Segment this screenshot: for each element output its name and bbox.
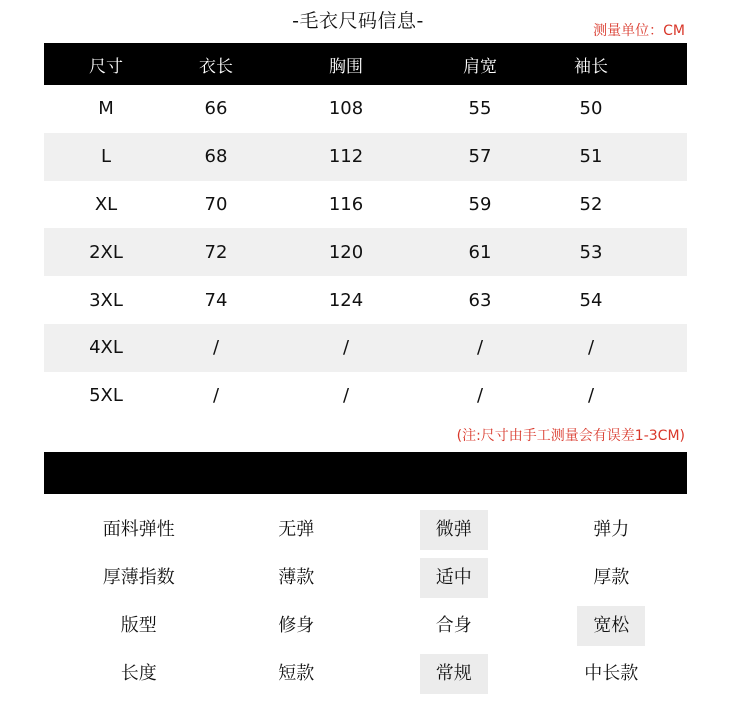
cell-length: 72 <box>204 241 228 263</box>
header-shoulder: 肩宽 <box>463 56 497 77</box>
page-title: -毛衣尺码信息- <box>292 10 424 32</box>
cell-chest: / <box>342 337 350 359</box>
cell-size: 5XL <box>89 385 123 407</box>
attribute-option: 薄款 <box>278 567 315 588</box>
attribute-label: 厚薄指数 <box>102 567 175 588</box>
table-row <box>44 372 687 420</box>
cell-chest: 116 <box>328 193 364 215</box>
measurement-error-note: (注:尺寸由手工测量会有误差1-3CM) <box>456 428 685 444</box>
cell-length: 68 <box>204 146 228 168</box>
attribute-option-selected: 适中 <box>375 558 533 598</box>
attribute-option: 中长款 <box>584 663 639 684</box>
cell-sleeve: 54 <box>579 289 603 311</box>
table-row <box>44 181 687 229</box>
attribute-option: 无弹 <box>278 519 315 540</box>
cell-chest: / <box>342 385 350 407</box>
attribute-row-length <box>60 650 690 698</box>
attribute-option-selected: 常规 <box>375 654 533 694</box>
attribute-option: 短款 <box>278 663 315 684</box>
cell-size: L <box>100 146 112 168</box>
attribute-label: 长度 <box>120 663 157 684</box>
cell-shoulder: 59 <box>468 193 492 215</box>
attribute-label: 面料弹性 <box>102 519 175 540</box>
attribute-row-fit <box>60 602 690 650</box>
cell-length: / <box>212 337 220 359</box>
table-row <box>44 324 687 372</box>
cell-sleeve: 52 <box>579 193 603 215</box>
cell-size: M <box>98 98 114 120</box>
cell-sleeve: 50 <box>579 98 603 120</box>
attribute-option: 弹力 <box>593 519 630 540</box>
attribute-grid <box>60 506 690 698</box>
attribute-option: 合身 <box>435 615 472 636</box>
cell-shoulder: 63 <box>468 289 492 311</box>
header-sleeve: 袖长 <box>574 56 608 77</box>
attribute-option-selected: 宽松 <box>533 606 691 646</box>
cell-length: 74 <box>204 289 228 311</box>
header-length: 衣长 <box>199 56 233 77</box>
cell-size: 3XL <box>89 289 123 311</box>
cell-chest: 124 <box>328 289 364 311</box>
cell-sleeve: 51 <box>579 146 603 168</box>
cell-shoulder: 57 <box>468 146 492 168</box>
attribute-label: 版型 <box>120 615 157 636</box>
attribute-option: 修身 <box>278 615 315 636</box>
cell-shoulder: / <box>476 385 484 407</box>
cell-chest: 120 <box>328 241 364 263</box>
cell-chest: 108 <box>328 98 364 120</box>
cell-length: / <box>212 385 220 407</box>
cell-size: XL <box>94 193 118 215</box>
cell-chest: 112 <box>328 146 364 168</box>
cell-length: 70 <box>204 193 228 215</box>
header-chest: 胸围 <box>329 56 363 77</box>
table-row <box>44 228 687 276</box>
header-size: 尺寸 <box>89 56 123 77</box>
table-row <box>44 276 687 324</box>
attribute-option-selected: 微弹 <box>375 510 533 550</box>
cell-size: 2XL <box>89 241 123 263</box>
cell-sleeve: 53 <box>579 241 603 263</box>
cell-shoulder: 55 <box>468 98 492 120</box>
attribute-row-elasticity <box>60 506 690 554</box>
table-row <box>44 85 687 133</box>
table-row <box>44 133 687 181</box>
cell-sleeve: / <box>587 385 595 407</box>
size-table <box>44 43 687 420</box>
cell-shoulder: / <box>476 337 484 359</box>
size-table-header <box>44 43 687 85</box>
section-divider-bar <box>44 452 687 494</box>
cell-length: 66 <box>204 98 228 120</box>
attribute-row-thickness <box>60 554 690 602</box>
measurement-unit-note: 测量单位：CM <box>593 23 685 39</box>
cell-size: 4XL <box>89 337 123 359</box>
attribute-option: 厚款 <box>593 567 630 588</box>
cell-shoulder: 61 <box>468 241 492 263</box>
cell-sleeve: / <box>587 337 595 359</box>
